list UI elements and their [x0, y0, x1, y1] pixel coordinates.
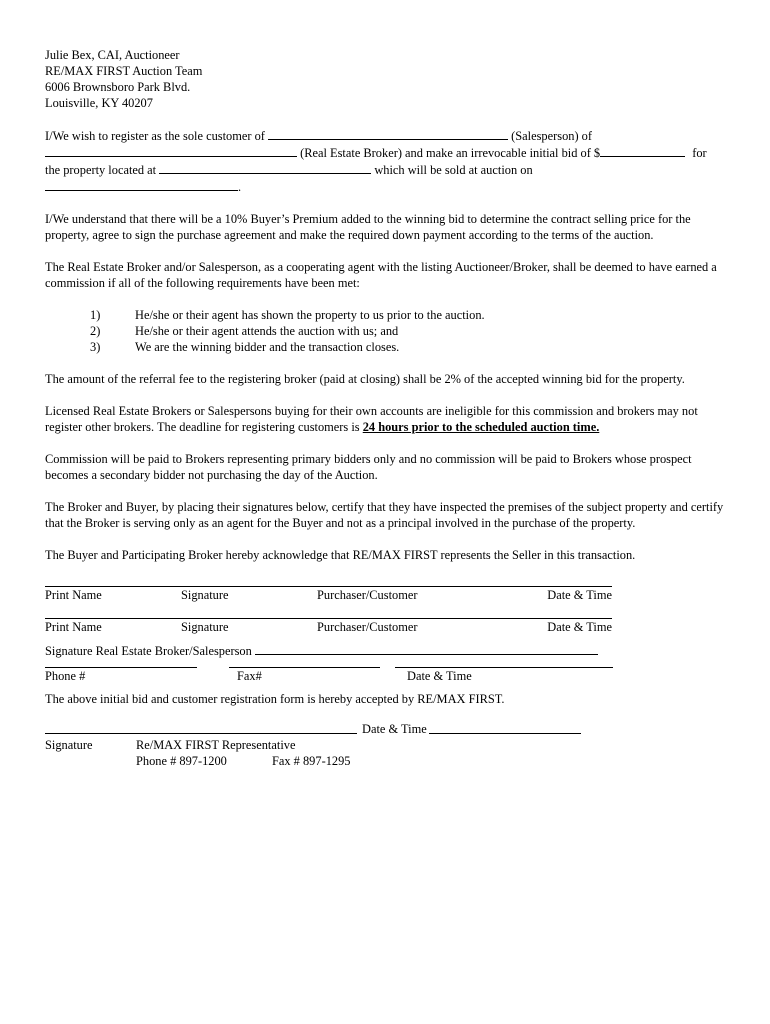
broker-field[interactable] — [45, 144, 297, 157]
list-item — [45, 323, 725, 339]
print-name-label: Print Name — [45, 620, 102, 634]
cooperating-paragraph: The Real Estate Broker and/or Salesperson, as a cooperating agent with the listing Auctioneer/Broker, shall be deemed to have earned a commission if all of the following requirements have been met: — [45, 260, 717, 290]
deadline-text: 24 hours prior to the scheduled auction time. — [362, 420, 600, 434]
text: (Real Estate Broker) and make an irrevocable initial bid of $ — [300, 146, 601, 160]
text: for — [692, 146, 707, 160]
text: the property located at — [45, 163, 157, 177]
acknowledge-paragraph: The Buyer and Participating Broker hereby acknowledge that RE/MAX FIRST represents the Seller in this transaction. — [45, 548, 636, 562]
item-number: 3) — [90, 340, 101, 354]
purchaser-label: Purchaser/Customer — [317, 620, 418, 634]
rep-signature-field[interactable] — [45, 721, 357, 734]
contact-row — [45, 659, 615, 691]
list-item — [45, 307, 725, 323]
item-number: 2) — [90, 324, 101, 338]
broker-signature-row — [45, 642, 725, 659]
purchaser-label: Purchaser/Customer — [317, 588, 418, 602]
signature-label: Signature — [45, 738, 93, 752]
acceptance-paragraph: The above initial bid and customer registration form is hereby accepted by RE/MAX FIRST. — [45, 692, 505, 706]
auctioneer-name: Julie Bex, CAI, Auctioneer — [45, 48, 180, 62]
licensed-paragraph — [45, 403, 725, 435]
list-item — [45, 339, 725, 355]
text: (Salesperson) of — [511, 129, 593, 143]
representative-block — [45, 721, 645, 769]
rep-date-field[interactable] — [429, 721, 581, 734]
date-time-label: Date & Time — [407, 669, 472, 683]
broker-signature-field[interactable] — [255, 642, 598, 655]
premium-paragraph: I/We understand that there will be a 10% Buyer’s Premium added to the winning bid to determine the contract selling price for the property, agree to sign the purchase agreement and make the required down payment according to the terms of the auction. — [45, 212, 691, 242]
signature-row-2[interactable] — [45, 610, 612, 642]
city-state-zip: Louisville, KY 40207 — [45, 96, 153, 110]
certify-paragraph: The Broker and Buyer, by placing their signatures below, certify that they have inspected the premises of the subject property and certify that the Broker is serving only as an agent for the Buyer and not as a principal involved in the purchase of the property. — [45, 500, 724, 530]
phone-number: Phone # 897-1200 — [136, 754, 227, 768]
registration-form — [45, 47, 725, 769]
fax-label: Fax# — [237, 669, 262, 683]
text: . — [238, 180, 242, 194]
signature-row-1[interactable] — [45, 578, 612, 610]
property-address-field[interactable] — [159, 161, 371, 174]
date-time-label: Date & Time — [362, 722, 427, 736]
date-time-label: Date & Time — [547, 588, 612, 602]
commission-paragraph: Commission will be paid to Brokers representing primary bidders only and no commission will be paid to Brokers whose prospect becomes a secondary bidder not purchasing the day of the Auction. — [45, 452, 692, 482]
representative-label: Re/MAX FIRST Representative — [136, 738, 296, 752]
broker-signature-label: Signature Real Estate Broker/Salesperson — [45, 644, 252, 658]
salesperson-field[interactable] — [268, 127, 508, 140]
registration-paragraph — [45, 127, 725, 195]
text: Licensed Real Estate Brokers or Salespersons buying for their own accounts are ineligible for this commission and brokers may not register other brokers. The deadline for registering customers is — [45, 404, 698, 434]
team-name: RE/MAX FIRST Auction Team — [45, 64, 203, 78]
print-name-label: Print Name — [45, 588, 102, 602]
fax-number: Fax # 897-1295 — [272, 754, 351, 768]
referral-paragraph: The amount of the referral fee to the registering broker (paid at closing) shall be 2% of the accepted winning bid for the property. — [45, 372, 685, 386]
text: I/We wish to register as the sole customer of — [45, 129, 265, 143]
item-text: He/she or their agent has shown the property to us prior to the auction. — [135, 308, 485, 322]
phone-label: Phone # — [45, 669, 86, 683]
text: which will be sold at auction on — [374, 163, 533, 177]
signature-label: Signature — [181, 620, 229, 634]
bid-amount-field[interactable] — [600, 144, 685, 157]
auction-date-field[interactable] — [45, 178, 238, 191]
requirements-list — [45, 307, 725, 355]
item-text: We are the winning bidder and the transaction closes. — [135, 340, 400, 354]
item-text: He/she or their agent attends the auction with us; and — [135, 324, 399, 338]
signature-label: Signature — [181, 588, 229, 602]
street-address: 6006 Brownsboro Park Blvd. — [45, 80, 191, 94]
letterhead — [45, 47, 725, 111]
date-time-label: Date & Time — [547, 620, 612, 634]
item-number: 1) — [90, 308, 101, 322]
